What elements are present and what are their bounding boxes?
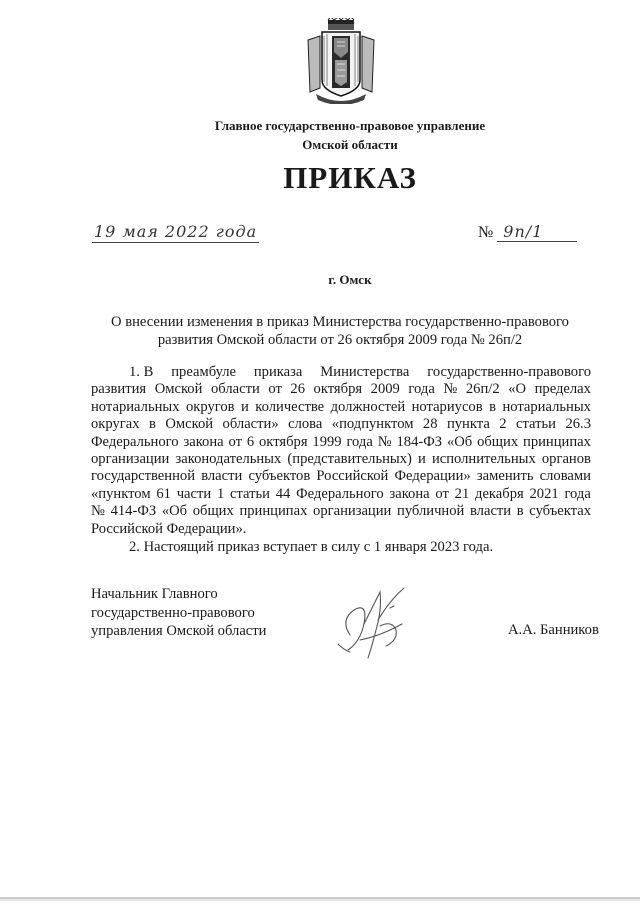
body-word: 2 <box>499 416 507 433</box>
body-word: 21 <box>454 485 470 502</box>
body-word: «Об <box>161 503 188 520</box>
signer-title-line1: Начальник Главного <box>91 586 218 602</box>
body-line <box>91 416 591 433</box>
body-word: от <box>435 485 449 502</box>
body-word: Федерального <box>91 433 179 450</box>
body-word: октября <box>313 381 363 398</box>
signer-name: А.А. Банников <box>508 622 599 638</box>
body-word: «О <box>508 381 527 398</box>
order-subject <box>90 313 590 349</box>
order-body <box>91 364 591 556</box>
body-word: преамбуле <box>171 364 236 380</box>
body-word: округов <box>185 398 235 415</box>
body-word: области» <box>222 416 279 433</box>
body-line <box>91 451 591 468</box>
body-word: развития <box>91 381 147 398</box>
body-word: общих <box>192 503 234 520</box>
body-word: 26.3 <box>565 416 591 433</box>
handwritten-date: 19 мая 2022 года <box>94 222 258 241</box>
body-word: 6 <box>246 433 255 450</box>
body-word: пределах <box>534 381 591 398</box>
signer-title <box>91 585 266 641</box>
body-word: октября <box>259 433 308 450</box>
body-word: субъектов <box>248 468 311 485</box>
body-word: 26 <box>290 381 305 398</box>
scan-edge-line <box>0 896 640 902</box>
body-word: субъектах <box>529 503 591 520</box>
body-word: года <box>564 485 591 502</box>
body-word: года <box>346 433 373 450</box>
body-word: части <box>176 485 212 502</box>
body-word: 1999 <box>312 433 342 450</box>
body-word: Российской <box>316 468 389 485</box>
body-word: 2009 <box>370 381 400 398</box>
body-word: в <box>149 416 156 433</box>
body-word: 1. В <box>129 364 154 380</box>
document-type-title: ПРИКАЗ <box>283 160 417 195</box>
handwritten-signature <box>320 580 430 670</box>
body-word: нотариусов <box>411 398 483 415</box>
body-word: 2021 <box>529 485 559 502</box>
body-word: заменить <box>476 468 534 485</box>
body-word: 61 <box>156 485 171 502</box>
body-word: законодательных <box>175 451 282 468</box>
document-number <box>478 222 577 242</box>
body-item-2: 2. Настоящий приказ вступает в силу с 1 января 2023 года. <box>129 539 494 556</box>
body-word: закона <box>183 433 224 450</box>
body-word: № <box>377 433 392 450</box>
body-word: организации <box>91 451 170 468</box>
signer-title-line2: государственно-правового <box>91 604 255 621</box>
body-word: «пунктом <box>91 485 151 502</box>
body-word: Российской Федерации». <box>91 520 247 537</box>
body-word: «подпунктом <box>331 416 414 433</box>
body-word: должностей <box>330 398 406 415</box>
body-word: Омской <box>165 416 214 433</box>
body-word: 44 <box>275 485 291 502</box>
city-name: г. Омск <box>328 272 372 287</box>
body-word: принципах <box>523 433 591 450</box>
body-word: округах <box>91 416 140 433</box>
body-line <box>91 434 591 451</box>
body-line <box>91 503 591 520</box>
body-word: общих <box>477 433 519 450</box>
number-prefix: № <box>478 224 494 241</box>
body-word: года <box>408 381 435 398</box>
agency-name <box>200 116 500 154</box>
body-word: от <box>268 381 282 398</box>
body-word: и <box>418 451 426 468</box>
body-word: статьи <box>516 416 556 433</box>
body-word: нотариальных <box>91 398 180 415</box>
body-word: словами <box>539 468 591 485</box>
signer-title-line3: управления Омской области <box>91 623 267 639</box>
subject-line2: развития Омской области от 26 октября 2009 года № 26п/2 <box>157 332 523 348</box>
body-word: в <box>516 503 524 520</box>
body-line <box>91 364 591 381</box>
body-word: области <box>210 381 260 398</box>
body-word: исполнительных <box>431 451 536 468</box>
body-word: 26п/2 <box>465 381 500 398</box>
body-line <box>91 468 591 485</box>
body-word: (представительных) <box>287 451 412 468</box>
body-word: органов <box>541 451 591 468</box>
body-word: 414-ФЗ <box>110 503 157 520</box>
body-word: статьи <box>230 485 270 502</box>
body-word: власти <box>469 503 512 520</box>
body-word: пункта <box>446 416 490 433</box>
body-line <box>91 399 591 416</box>
body-word: «Об <box>446 433 473 450</box>
body-word: 184-ФЗ <box>396 433 443 450</box>
body-word: власти <box>201 468 243 485</box>
omsk-coat-of-arms-emblem <box>298 18 384 104</box>
body-word: публичной <box>397 503 465 520</box>
body-word: принципах <box>239 503 308 520</box>
body-word: № <box>443 381 458 398</box>
body-line <box>91 521 591 538</box>
subject-line1: О внесении изменения в приказ Министерства государственно-правового <box>111 314 569 330</box>
body-word: от <box>228 433 242 450</box>
body-line <box>91 381 591 398</box>
body-word: закона <box>389 485 430 502</box>
body-word: государственной <box>91 468 196 485</box>
body-word: Федерации» <box>394 468 471 485</box>
body-word: государственно-правового <box>427 364 591 380</box>
body-word: Омской <box>154 381 203 398</box>
body-word: 28 <box>422 416 438 433</box>
body-word: в <box>489 398 496 415</box>
agency-name-line1: Главное государственно-правовое управление <box>214 118 486 133</box>
body-word: Министерства <box>320 364 410 380</box>
body-word: количестве <box>255 398 325 415</box>
agency-name-line2: Омской области <box>302 137 398 152</box>
body-word: и <box>241 398 249 415</box>
body-word: приказа <box>253 364 303 380</box>
body-line <box>91 486 591 503</box>
body-word: № <box>91 503 105 520</box>
body-word: декабря <box>475 485 524 502</box>
body-word: 1 <box>216 485 225 502</box>
body-word: организации <box>313 503 392 520</box>
body-word: слова <box>288 416 323 433</box>
body-word: Федерального <box>296 485 384 502</box>
handwritten-number: 9п/1 <box>497 222 577 242</box>
body-word: нотариальных <box>502 398 591 415</box>
